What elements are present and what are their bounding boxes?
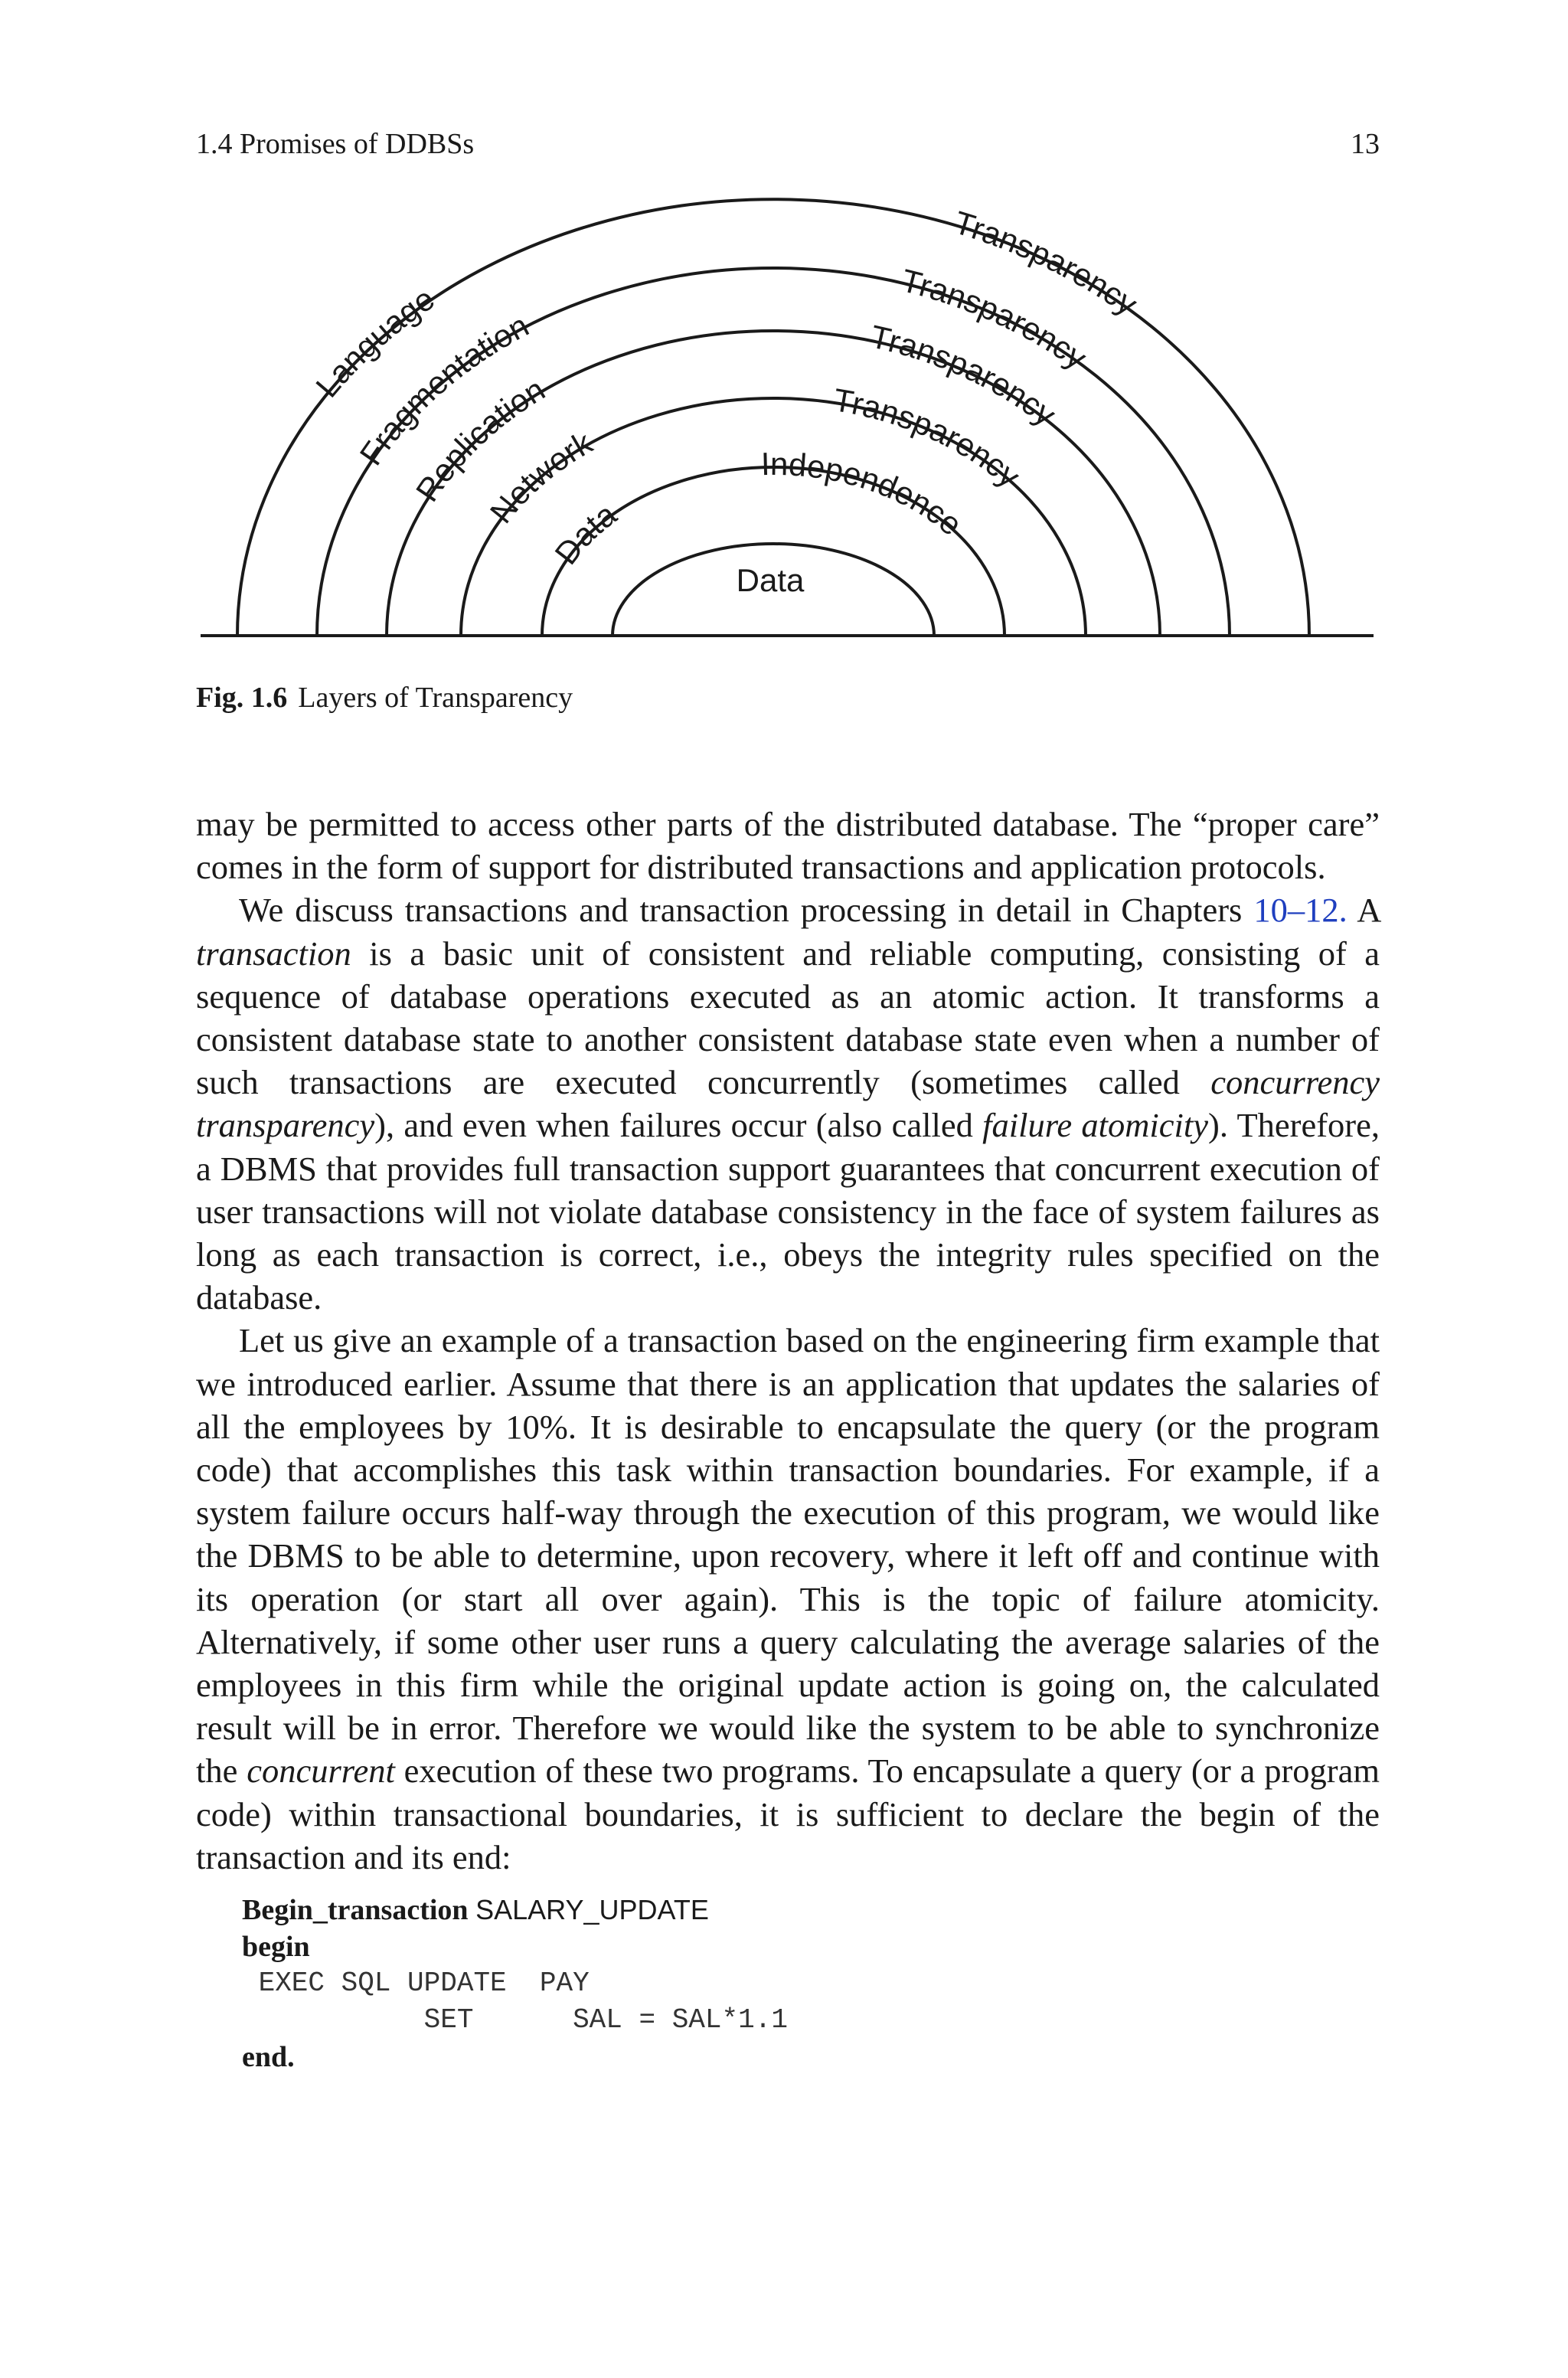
chapter-link-10[interactable]: 10 <box>1253 891 1288 930</box>
layer-3-left-label: Replication <box>408 371 551 509</box>
figure-caption <box>196 679 573 717</box>
layer-5-right-label: Independence <box>760 445 969 543</box>
layer-3-right-label: Transparency <box>867 318 1063 433</box>
code-line-5: end. <box>242 2041 295 2073</box>
page-number: 13 <box>1351 128 1380 160</box>
paragraph-2: We discuss transactions and transaction processing in detail in Chapters 10–12. A transaction is a basic unit of consistent and reliable computing, consisting of a sequence of database operations executed as an atomic action. It transforms a consistent database state to another consistent database state even when a number of such transactions are executed concurrently (sometimes called concurrency transparency), and even when failures occur (also called failure atomicity). Therefore, a DBMS that provides full transaction support guarantees that concurrent execution of user transactions will not violate database consistency in the face of system failures as long as each transaction is correct, i.e., obeys the integrity rules specified on the database. <box>196 891 1380 1317</box>
running-head <box>196 125 1380 163</box>
code-listing <box>242 1892 788 2075</box>
caption-text: Layers of Transparency <box>298 682 573 714</box>
core-label: Data <box>736 562 805 598</box>
term-concurrency-transparency: concurrency transparency <box>196 1063 1380 1145</box>
layer-2-left-label: Fragmentation <box>352 306 534 472</box>
code-line-4: SET SAL = SAL*1.1 <box>242 2004 788 2036</box>
term-failure-atomicity: failure atomicity <box>982 1106 1209 1145</box>
paragraph-3: Let us give an example of a transaction based on the engineering firm example that we introduced earlier. Assume that there is an application that updates the salaries of all the employees by 10%. It is desirable to encapsulate the query (or the program code) that accomplishes this task within transaction boundaries. For example, if a system failure occurs half-way through the execution of this program, we would like the DBMS to be able to determine, upon recovery, where it left off and continue with its operation (or start all over again). This is the topic of failure atomicity. Alternatively, if some other user runs a query calculating the average salaries of the employees in this firm while the original update action is going on, the calculated result will be in error. Therefore we would like the system to be able to synchronize the concurrent execution of these two programs. To encapsulate a query (or a program code) within transactional boundaries, it is sufficient to declare the begin of the transaction and its end: <box>196 1321 1380 1876</box>
code-line-1: Begin_transaction SALARY_UPDATE <box>242 1894 709 1926</box>
caption-label: Fig. 1.6 <box>196 682 288 714</box>
term-concurrent: concurrent <box>247 1752 395 1791</box>
chapter-link-12[interactable]: 12. <box>1305 891 1348 930</box>
layers-of-transparency-diagram <box>0 184 1568 659</box>
code-line-3: EXEC SQL UPDATE PAY <box>242 1967 590 1999</box>
layer-5-left-label: Data <box>547 496 623 571</box>
layer-1-left-label: Language <box>309 280 441 404</box>
code-line-2: begin <box>242 1931 310 1963</box>
layer-4-left-label: Network <box>482 424 599 530</box>
term-transaction: transaction <box>196 934 351 973</box>
layer-1-right-label: Transparency <box>949 204 1145 322</box>
layer-2-right-label: Transparency <box>897 262 1093 376</box>
layer-4-right-label: Transparency <box>831 381 1027 495</box>
arc-network-transparency <box>461 398 1086 636</box>
paragraph-1: may be permitted to access other parts of the distributed database. The “proper care” comes in the form of support for distributed transactions and application protocols. <box>196 805 1380 887</box>
section-title: 1.4 Promises of DDBSs <box>196 128 475 160</box>
body-text <box>196 803 1380 1879</box>
